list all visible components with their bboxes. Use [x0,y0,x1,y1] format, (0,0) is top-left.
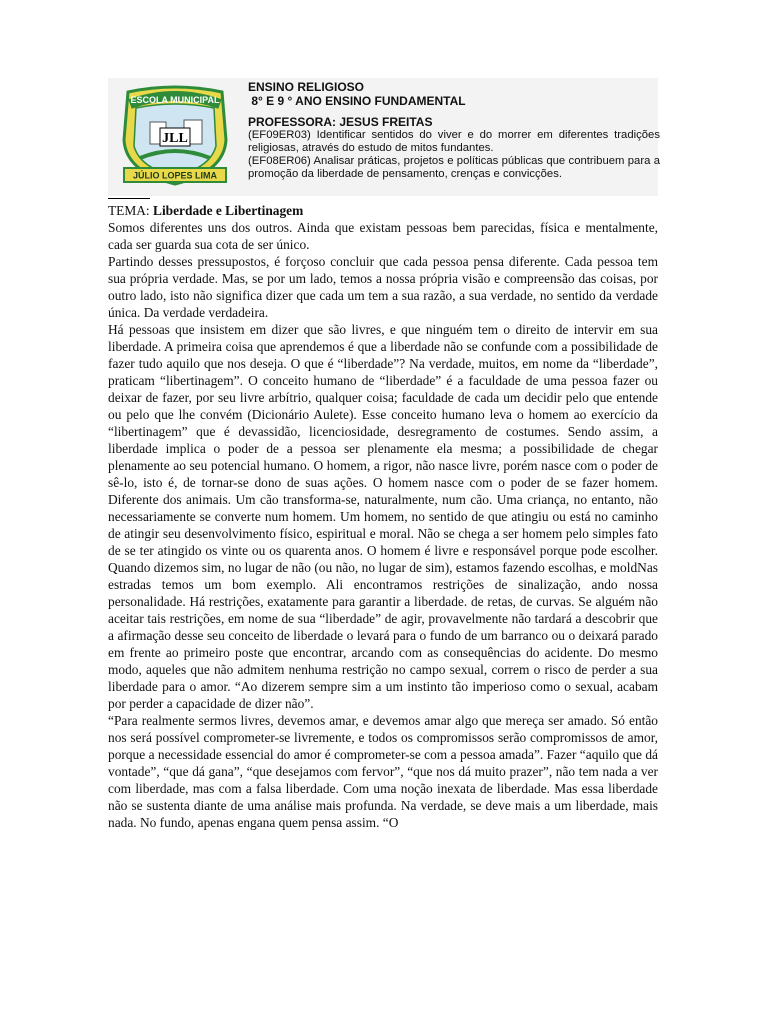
paragraph: Há pessoas que insistem em dizer que são livres, e que ninguém tem o direito de intervir em sua liberdade. A primeira coisa que aprendemos é que a liberdade não se confunde com a possibilidade de fazer tudo aquilo que nos deseja. O que é “liberdade”? Na verdade, muitos, em nome da “liberdade”, praticam “libertinagem”. O conceito humano de “liberdade” é a faculdade de uma pessoa fazer ou deixar de fazer, por seu livre arbítrio, qualquer coisa; faculdade de cada um decidir pelo que entende ou pelo que lhe convém (Dicionário Aulete). Esse conceito humano leva o homem ao exercício da “libertinagem” que é devassidão, licenciosidade, desregramento de costumes. Sendo assim, a liberdade implica o poder de a pessoa ser plenamente ela mesma; a possibilidade de chegar plenamente ao seu potencial humano. O homem, a rigor, não nasce livre, porém nasce com o poder de sê-lo, isto é, de tornar-se dono de suas ações. O homem nasce com o poder de se fazer homem. Diferente dos animais. Um cão transforma-se, naturalmente, num cão. Uma criança, no entanto, não necessariamente se converte num homem. Um homem, no sentido de que atingiu ou está no caminho de atingir seu desenvolvimento físico, espiritual e moral. Não se chega a ser homem pelo simples fato de se ter atingido os vinte ou os quarenta anos. O homem é livre e responsável porque pode escolher. Quando dizemos sim, no lugar de não (ou não, no lugar de sim), estamos fazendo escolhas, e moldNas estradas temos um bom exemplo. Ali encontramos restrições de sinalização, ando nossa personalidade. Há restrições, exatamente para garantir a liberdade. de retas, de curvas. Se alguém não aceitar tais restrições, em nome de sua “liberdade” de agir, provavelmente não tardará a descobrir que a afirmação desse seu conceito de liberdade o levará para o fundo de um barranco ou o deixará parado em frente ao primeiro poste que encontrar, arcando com as consequências do acidente. Do mesmo modo, aqueles que não admitem nenhuma restrição no campo sexual, correm o risco de perder a sua liberdade para o amor. “Ao dizerem sempre sim a um instinto tão imperioso como o sexual, acabam por perder a capacidade de dizer não”. [108,322,658,711]
skill-ef08er06: (EF08ER06) Analisar práticas, projetos e políticas públicas que contribuem para a promoção da liberdade de pensamento, crenças e convicções. [248,155,660,180]
document-body [108,202,658,831]
tema-title: Liberdade e Libertinagem [153,203,304,218]
school-logo [110,84,240,188]
subject-heading: ENSINO RELIGIOSO [248,80,365,94]
paragraph: Partindo desses pressupostos, é forçoso concluir que cada pessoa pensa diferente. Cada pessoa tem sua própria verdade. Mas, se por um lado, temos a nossa própria visão e compreensão das coisas, por outro lado, isto não significa dizer que cada um tem a sua razão, a sua verdade, no sentido da verdade única. Da verdade verdadeira. [108,254,658,320]
tema-label: TEMA: [108,203,154,218]
teacher-heading: PROFESSORA: JESUS FREITAS [248,115,433,129]
divider [108,198,150,199]
header-text [248,80,660,181]
logo-bottom-text: JÚLIO LOPES LIMA [132,170,218,181]
paragraph: “Para realmente sermos livres, devemos amar, e devemos amar algo que mereça ser amado. Só então nos será possível comprometer-se livremente, e todos os compromissos serão compromissos de amor, porque a necessidade essencial do amor é comprometer-se com a pessoa amada”. Fazer “aquilo que dá vontade”, “que dá gana”, “que desejamos com fervor”, “que nos dá muito prazer”, não tem nada a ver com liberdade, mas com a falsa liberdade. Com uma noção inexata de liberdade. Mas essa liberdade não se sustenta diante de uma análise mais profunda. Na verdade, se deve mais a um liberdade, mais nada. No fundo, apenas engana quem pensa assim. “O [108,713,658,830]
tema-line [108,202,658,219]
grades-heading: 8° E 9 ° ANO ENSINO FUNDAMENTAL [248,94,466,108]
logo-initials: JLL [162,131,188,146]
logo-top-text: ESCOLA MUNICIPAL [130,95,220,105]
paragraph: Somos diferentes uns dos outros. Ainda que existam pessoas bem parecidas, física e mentalmente, cada ser guarda sua cota de ser único. [108,220,658,252]
skill-ef09er03: (EF09ER03) Identificar sentidos do viver e do morrer em diferentes tradições religiosas, através do estudo de mitos fundantes. [248,129,660,154]
